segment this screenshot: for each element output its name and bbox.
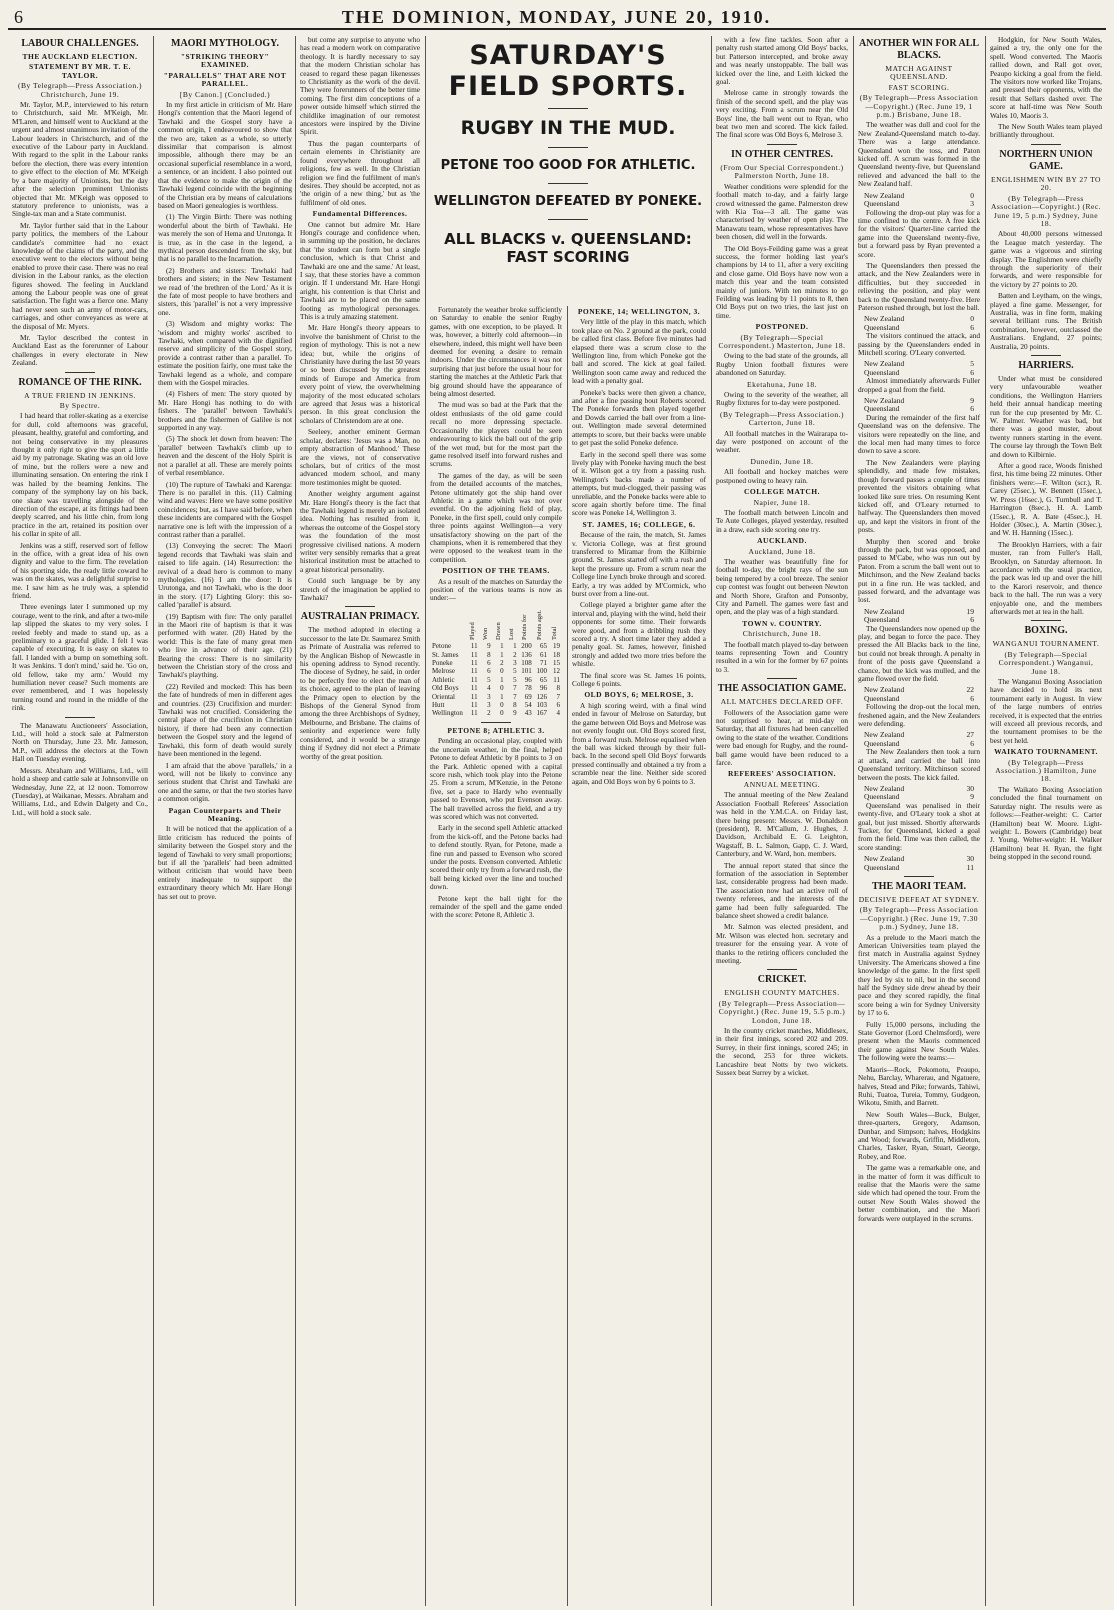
team-score: 0 (970, 190, 974, 200)
table-cell: 8 (556, 684, 560, 693)
table-cell: 11 (470, 675, 478, 684)
paragraph: (4) Fishers of men: The story quoted by Mr. Hare Hongi has nothing to do with fishers. The 'parallel' between Tawhaki's brothers and the fishermen of Galilee is not supported in any way. (158, 389, 292, 433)
paragraph: The New South Wales team played brilliantly throughout. (990, 122, 1102, 140)
table-cell: 1 (500, 650, 504, 659)
table-cell: 3 (487, 692, 491, 701)
subhead-college-match: COLLEGE MATCH. (743, 487, 821, 497)
table-cell: 2 (487, 709, 491, 718)
paragraph: Mr. Salmon was elected president, and Mr. Wilson was elected hon. secretary and treasurer for the ensuing year. A vote of thanks to the retiring officers concluded the meeting. (716, 922, 848, 965)
paragraph: About 40,000 persons witnessed the League match yesterday. The game was a vigorous and stirring display. The Englishmen were chiefly through the superiority of their forwards, and were responsible for the victory by 27 points to 20. (990, 229, 1102, 289)
table-cell: 9 (513, 709, 517, 718)
table-cell: 167 (536, 709, 547, 718)
column-2 (154, 36, 296, 1606)
subhead-old-boys-melrose: OLD BOYS, 6; MELROSE, 3. (584, 690, 694, 700)
table-cell: 4 (487, 684, 491, 693)
table-cell: 6 (487, 659, 491, 668)
subhead-striking-theory: "STRIKING THEORY" EXAMINED. (180, 52, 270, 70)
team-name: Queensland (864, 738, 900, 748)
paragraph: Fully 15,000 persons, including the State Governor (Lord Chelmsford), were present when the Maoris commenced their game against New South Wales. The following were the teams:— (858, 1019, 980, 1063)
table-cell: 3 (487, 701, 491, 710)
paragraph: The New Zealanders then took a turn at attack, and carried the ball into Queensland territory. Mitchinson scored between the posts. The kick failed. (858, 747, 980, 782)
paragraph: Thus the pagan counterparts of certain elements in Christianity are found everywhere throughout all religions, few as well. In the Christian religion we find the fulfilment of man's desires. They should be accepted, not as 'the origin of a new thing,' but as 'the fulfilment' of old ones. (300, 138, 420, 207)
team-score: 6 (970, 404, 974, 414)
team-name: Athletic (432, 675, 455, 684)
paragraph: with a few fine tackles. Soon after a penalty rush started among Old Boys' backs, but Patterson intercepted, and broke away and was nearly unstoppable. The ball was kicked over the line, and Leith kicked the goal. (716, 36, 848, 87)
score-line (858, 864, 980, 872)
table-cell: 11 (470, 684, 478, 693)
score-block (858, 360, 980, 377)
byline: (By Telegraph—Press Association—Copyright.) (Rec. June 19, 1 p.m.) Brisbane, June 18. (859, 93, 979, 120)
score-block (858, 608, 980, 625)
banner-title: SATURDAY'S FIELD SPORTS. (448, 40, 688, 102)
table-cell: 126 (536, 692, 547, 701)
team-score: 6 (970, 615, 974, 625)
paragraph: All football matches in the Wairarapa to-day were postponed on account of the weather. (716, 428, 848, 455)
banner-petone: PETONE TOO GOOD FOR ATHLETIC. (440, 158, 696, 173)
paragraph: Fortunately the weather broke sufficiently on Saturday to enable the senior Rugby games, with one exception, to be played. It was, however, a bitterly cold afternoon—in elsewhere, indeed, this might well have been deemed for evening a desire to remain indoors. Under the circumstances it was not surprising that just before the usual hour for starting the matches at the Athletic Park that big ground should have the appearance of being almost deserted. (430, 306, 562, 399)
team-name: Wellington (432, 709, 463, 718)
table-cell: 103 (536, 701, 547, 710)
table-cell: 71 (539, 659, 547, 668)
score-block (858, 315, 980, 332)
team-score: 9 (970, 396, 974, 406)
team-name: Queensland (864, 862, 900, 872)
team-score: 0 (970, 314, 974, 324)
table-cell: 3 (513, 659, 517, 668)
paragraph: The Old Boys-Feilding game was a great success, the former holding last year's champions by 14 to 11, after a very exciting and close game. Old Boys have now won a match this year and the team consisted mainly of juniors. With ten minutes to go Feilding was leading by 11 points to 8, then Old Boys put on two tries, the last just on time. (716, 243, 848, 320)
team-name: Poneke (432, 659, 453, 668)
paragraph: In my first article in criticism of Mr. Hare Hongi's contention that the Maori legend of Tawhaki and the Gospel story have a common origin, I endeavoured to show that the two are, taken as a whole, so utterly dissimilar that comparison is almost impossible, although there may be an occasional superficial resemblance in a word, a sentence, or an incident. I also pointed out that the evidence to make the origin of the Tawhaki legend coincide with the beginning of the Christian era by means of calculations based on Maori genealogies is worthless. (158, 100, 292, 210)
paragraph: I had heard that roller-skating as a exercise for dull, cold afternoons was graceful, pleasant, healthy, grateful and comforting, and not being conservative in my pleasures thought it only right to give the sport a little aid by my patronage. Skating was an old love of mine, but the rollers were a new and illuminating sensation. On entering the rink I was hailed by the beaming Jenkins. The company of the symphony lay on his back, one skate was travelling alongside of the direction of the escape, at its fittings had been deeply scarred, and his little chin, from long practice in the art, retained its position over his collar in spite of all. (12, 411, 148, 539)
paragraph: The visitors continued the attack, and passing by the Queenslanders ended in Mitchell scoring. O'Leary converted. (858, 331, 980, 357)
table-cell: 5 (513, 667, 517, 676)
column-3 (296, 36, 424, 1606)
paragraph: Following the drop-out the local men, freshened again, and the New Zealanders were defending. (858, 702, 980, 729)
byline: (By Telegraph—Special Correspondent.) Wanganui, June 18. (998, 649, 1094, 676)
paragraph: The Brooklyn Harriers, with a fair muster, ran from Fuller's Hall, Brooklyn, on Saturday afternoon. In accordance with the usual practice, the pack was led up and over the hill to the Karori reservoir, and thence back to the hall. The run was a very enjoyable one, and the members afterwards met at tea in the hall. (990, 539, 1102, 616)
paragraph: Mr. Hare Hongi's theory appears to involve the banishment of Christ to the region of mythology. This is not a new idea; but, while the origins of Christianity have during the last 50 years or so been discussed by the greatest minds of Europe and America from every point of view, the overwhelming majority of the most educated scholars are agreed that Jesus was a historical person. In this great conclusion the scholars of Christendom are at one. (300, 323, 420, 425)
table-cell: 7 (513, 692, 517, 701)
table-cell: 108 (521, 659, 532, 668)
sports-banner (426, 36, 710, 300)
headline-northern-union: NORTHERN UNION GAME. (999, 148, 1093, 172)
team-name: Oriental (432, 692, 455, 701)
paragraph: Following the drop-out play was for a time confined to the centre. A free kick for the visitors' Quarter-line carried the game into the Queensland twenty-five, but a forward pass by Ryan prevented a score. (858, 207, 980, 259)
table-cell: 11 (470, 659, 478, 668)
team-score: 22 (966, 685, 974, 695)
score-block (858, 731, 980, 748)
paragraph: (19) Baptism with fire: The only parallel in the Maori rite of baptism is that it was performed with water. (20) Hated by the world: This is the fate of many great men who live in advance of their age. (21) Bearing the cross: There is no similarity between the Christian story of the cross and Tawhaki's plaything. (158, 611, 292, 680)
table-cell: 1 (513, 642, 517, 651)
table-row (430, 684, 562, 692)
table-cell: 1 (500, 675, 504, 684)
paragraph: It will be noticed that the application of a little criticism has reduced the points of similarity between the Gospel story and the legend of Tawhaki to very small proportions; but if all the 'parallels' had been admitted without criticism that would have been entirely inadequate to support the extraordinary theory which Mr. Hare Hongi has set out to prove. (158, 824, 292, 901)
paragraph: The weather was beautifully fine for football to-day, the bright rays of the sun being tempered by a cool breeze. The senior cup contest was fought out between Newton and North Shore, Grafton and Ponsonby, City and Parnell. The games were fast and open, and the play was of a high standard. (716, 556, 848, 617)
score-block (858, 192, 980, 209)
paragraph: Early in the second spell Athletic attacked from the kick-off, and the Petone backs had to defend stoutly. Ryan, for Petone, made a fine run and passed to Evenson who scored under the posts. Evenson converted. Athletic scored their only try from a forward rush, the ball being kicked over the line and touched down. (430, 823, 562, 892)
table-row (430, 709, 562, 717)
table-cell: 0 (500, 684, 504, 693)
table-cell: 43 (524, 709, 532, 718)
paragraph: The football match between Lincoln and Te Aute Colleges, played yesterday, resulted in a draw, each side scoring one try. (716, 507, 848, 534)
column-header: Played (468, 622, 476, 640)
column-header: Points for (520, 614, 528, 640)
masthead (8, 6, 1106, 30)
subhead-referees: REFEREES' ASSOCIATION. (728, 769, 836, 779)
table-cell: 4 (556, 709, 560, 718)
subhead-auckland-election: THE AUCKLAND ELECTION. (22, 52, 138, 61)
page-number: 6 (14, 6, 23, 27)
byline: [By Canon.] (Concluded.) (179, 89, 271, 99)
table-cell: 15 (553, 659, 560, 668)
team-score: 9 (970, 792, 974, 802)
paragraph: Queensland was penalised in their twenty-five, and O'Leary took a shot at goal, but just missed. Shortly afterwards Tucker, for Queensland, kicked a goal from the field. Time was then called, the score standing: (858, 800, 980, 852)
paragraph: The Manawatu Auctioneers' Association, Ltd., will hold a stock sale at Palmerston North on Thursday, June 23. Mr. Jameson, M.P., will address the electors at the Town Hall on Tuesday evening. (12, 720, 148, 764)
subhead-waikato: WAIKATO TOURNAMENT. (994, 747, 1098, 757)
column-6 (712, 36, 852, 1606)
subhead-queensland-match: MATCH AGAINST QUEENSLAND. (885, 64, 953, 82)
paragraph: The football match played to-day between teams representing Town and Country resulted in a win for the former by 67 points to 3. (716, 639, 848, 674)
team-name: Queensland (864, 693, 900, 703)
subhead-fundamental-differences: Fundamental Differences. (312, 209, 408, 219)
subhead-fast-scoring: FAST SCORING. (888, 82, 950, 92)
paragraph: The annual meeting of the New Zealand Association Football Referees' Association was held in the Y.M.C.A. on Friday last, there being present: Messrs. W. Donaldson (president), R. M'Callum, J. Hughes, J. Davidson, Archibald E. G. Leighton, Wagstaff, B. L. Salmon, Gapp, C. J. Ward, Canterbury, and W. Ward, hon. members. (716, 790, 848, 859)
table-cell: 69 (524, 692, 532, 701)
table-cell: 11 (470, 650, 478, 659)
subhead-auckland: AUCKLAND. (757, 536, 807, 546)
column-header: Lost (507, 628, 515, 640)
table-row (430, 667, 562, 675)
team-name: New Zealand (864, 396, 905, 406)
table-cell: 0 (500, 701, 504, 710)
team-name: New Zealand (864, 606, 905, 616)
paragraph: Because of the rain, the match, St. James v. Victoria College, was at first ground transferred to Miramar from the Kilbirnie ground. St. James started off with a rush and kept the pressure up. From a scrum near the College line Lynch broke through and scored. Early, a try was added by M'Cormick, who burst over from a line-out. (572, 530, 706, 598)
column-header: Drawn (494, 622, 502, 640)
team-name: Queensland (864, 404, 900, 414)
headline-cricket: CRICKET. (757, 974, 807, 986)
table-row (430, 701, 562, 709)
score-block (858, 855, 980, 872)
table-cell: 101 (521, 667, 532, 676)
team-name: St. James (432, 650, 459, 659)
subhead-decisive-defeat: DECISIVE DEFEAT AT SYDNEY. (858, 894, 980, 904)
table-row (430, 676, 562, 684)
subhead-annual-meeting: ANNUAL MEETING. (743, 779, 821, 789)
team-name: New Zealand (864, 685, 905, 695)
paragraph: All football and hockey matches were postponed owing to heavy rain. (716, 467, 848, 485)
team-score: 30 (966, 854, 974, 864)
table-cell: 200 (521, 642, 532, 651)
paragraph: Under what must be considered very unfavourable weather conditions, the Wellington Harriers held their annual handicap meeting run for the cup presented by Mr. C. W. Palmer. Weather was bad, but there was a good muster, about twenty runners starting in the event. The course lay through the Town Belt and down to Kilbirnie. (990, 374, 1102, 459)
paragraph: Very little of the play in this match, which took place on No. 2 ground at the park, could be called first class. Before five minutes had elapsed there was a scrum close to the Wellington line, from which Poneke got the ball and scored. The kick at goal failed. Wellington soon came away and reduced the lead with a penalty goal. (572, 317, 706, 386)
team-name: Hutt (432, 701, 445, 710)
table-cell: 61 (539, 650, 547, 659)
byline: (By Telegraph—Special Correspondent.) Masterton, June 18. (718, 332, 846, 350)
subhead-town-country: TOWN v. COUNTRY. (742, 618, 822, 628)
paragraph: The games of the day, as will be seen from the detailed accounts of the matches, Petone ultimately got the ship hand over Athletic in a game which was not over eventful. On the adjoining field of play, Poneke, in the first spell, could only compile three points against Wellington—a very unsatisfactory showing on the part of the champions, when it is remembered that they were opposed to the weakest team in the competition. (430, 470, 562, 564)
subhead-pagan-counterparts: Pagan Counterparts and Their Meaning. (168, 805, 282, 823)
team-score: 6 (970, 367, 974, 377)
table-cell: 8 (513, 701, 517, 710)
byline: (By Telegraph—Press Association—Copyright.) (Rec. June 19, 5.5 p.m.) London, June 18. (718, 998, 846, 1025)
byline: Napier, June 18. (753, 497, 811, 507)
paragraph: (5) The shock let down from heaven: The 'parallel' between Tawhaki's climb up to heaven and the descent of the Holy Spirit is not a parallel at all. These are merely points of verbal resemblance. (158, 434, 292, 478)
team-name: New Zealand (864, 783, 905, 793)
byline: By Spectre. (59, 401, 101, 411)
paragraph: Hodgkin, for New South Wales, gained a try, the only one for the spell. Wood converted. The Maoris rallied down, and Rall got over, Peaupo kicking a goal from the field. The visitors now worked like Trojans, and pressed their opponents, with the result that Sellars dashed over. The score at half-time was New South Wales 10, Maoris 3. (990, 36, 1102, 120)
paragraph: but come any surprise to anyone who has read a modern work on comparative theology. It is hardly necessary to say that the modern Christian scholar has ceased to regard these pagan likenesses to Christianity as the work of the devil. They were forerunners of the better time coming. The first dim conceptions of a power outside himself which stirred the childlike imagination of our remotest ancestors were inspired by the Divine Spirit. (300, 36, 420, 137)
columns (8, 36, 1106, 1606)
paragraph: Seeleey, another eminent German scholar, declares: 'Jesus was a Man, no empty abstraction of Manhood.' These are the views, not of conservative scholars, but of critics of the most advanced modern school, and many more testimonies might be quoted. (300, 427, 420, 487)
byline: (From Our Special Correspondent.) Palmerston North, June 18. (720, 162, 844, 181)
table-cell: 100 (536, 667, 547, 676)
table-cell: 96 (539, 684, 547, 693)
paragraph: Weather conditions were splendid for the football match to-day, and a fairly large crowd witnessed the game. Palmerston drew with Kia Toa—3 all. The game was characterised by weather of open play. The Manawatu team, whose representatives have been chosen, did well in the forwards. (716, 181, 848, 242)
team-name: New Zealand (864, 314, 905, 324)
paragraph: (1) The Virgin Birth: There was nothing wonderful about the birth of Tawhaki. He was merely the son of Hema and Urutonga. It is true, as in the case in the legend, a mythical person descended from the sky, but that is no parallel to the Incarnation. (158, 212, 292, 264)
masthead-title: THE DOMINION, MONDAY, JUNE 20, 1910. (341, 6, 772, 27)
table-cell: 2 (513, 650, 517, 659)
byline: Eketahuna, June 18. (747, 379, 817, 389)
table-cell: 65 (539, 675, 547, 684)
standings-table (430, 606, 562, 718)
paragraph: The final score was St. James 16 points, College 6 points. (572, 670, 706, 689)
paragraph: The method adopted in electing a successor to the late Dr. Saumarez Smith as Primate of Australia was referred to by the Anglican Bishop of Newcastle in his opening address to Synod recently. The diocese of Sydney, he said, in order to be perfectly free to elect the man of its choice, agreed to the plan of leaving the Primacy open to election by the Bishops of the General Synod from among the three Archbishops of Sydney, Melbourne, and Brisbane. The claims of seniority and experience were fully considered, and it would be a strange thing if Sydney did not elect a Primate worthy of the great position. (300, 625, 420, 761)
byline: (By Telegraph—Press Association.) Christchurch, June 19. (18, 81, 142, 99)
paragraph: Early in the second spell there was some lively play with Poneke having much the best of it. Wilson got a try from a passing rush. Wellington's backs made a number of attempts, but mud-clogged, their passing was unreliable, and the Poneke backs were able to score again shortly before time. The final score was Poneke 14, Wellington 3. (572, 449, 706, 518)
table-cell: 1 (500, 692, 504, 701)
paragraph: Petone kept the ball tight for the remainder of the spell and the game ended with the score: Petone 8, Athletic 3. (430, 893, 562, 920)
team-score: 19 (966, 606, 974, 616)
paragraph: Messrs. Abraham and Williams, Ltd., will hold a sheep and cattle sale at Johnsonville on Wednesday, June 22, at 12 noon. Tomorrow (Tuesday), at Waikanae, Messrs. Abraham and Williams, Ltd., and Edwin Dalgety and Co., Ltd., will hold a stock sale. (12, 765, 148, 817)
subhead-parallels: "PARALLELS" THAT ARE NOT PARALLEL. (163, 70, 287, 89)
table-cell: 5 (487, 675, 491, 684)
paragraph: (13) Conveying the secret: The Maori legend records that Tawhaki was slain and raised to life again. (14) Resurrection: the revival of a dead hero is common to many mythologies. (16) I am the door: It is Urutonga, and not Tawhaki, who is the door in the story. (17) Lighting Glory: this so-called 'parallel' is absurd. (158, 541, 292, 610)
table-cell: 65 (539, 642, 547, 651)
subhead-wanganui: WANGANUI TOURNAMENT. (992, 639, 1100, 649)
headline-australian-primacy: AUSTRALIAN PRIMACY. (300, 611, 420, 623)
table-cell: 1 (500, 642, 504, 651)
table-row (430, 642, 562, 650)
team-name: Queensland (864, 199, 900, 209)
team-name: Queensland (864, 792, 900, 802)
column-7 (854, 36, 984, 1606)
paragraph: College played a brighter game after the interval and, playing with the wind, held their opponents for some time. Their forwards were good, and from a dribbling rush they scored a try. A short time later they added a penalty goal. St. James, however, finished strongly and added two more tries before the whistle. (572, 600, 706, 669)
paragraph: The Wanganui Boxing Association have decided to hold its next tournament early in August. In view of the large numbers of entries received, it is expected that the entries will exceed all previous records, and the tournament promises to be the best yet held. (990, 677, 1102, 745)
paragraph: (2) Brothers and sisters: Tawhaki had brothers and sisters; in the New Testament we read of 'the brethren of the Lord.' As it is the fate of most people to have brothers and sisters, this 'parallel' is not a very impressive one. (158, 265, 292, 317)
table-cell: 11 (470, 709, 478, 718)
table-row (430, 659, 562, 667)
subhead-county-matches: ENGLISH COUNTY MATCHES. (724, 988, 840, 998)
team-name: New Zealand (864, 854, 905, 864)
headline-maori-mythology: MAORI MYTHOLOGY. (171, 38, 279, 49)
column-1 (8, 36, 152, 1606)
paragraph: Maoris—Rock, Pokomotu, Peaupo, Nehu, Barclay, Wharerau, and Ngatuere, halves, Stead and Pike; forwards, Tahiwi, Ruhi, Tuatoa, Tureia, Tommy, Gudgeon, Wikotu, Smith, and Barrett. (858, 1064, 980, 1108)
table-cell: 12 (553, 667, 560, 676)
headline-another-win: ANOTHER WIN FOR ALL BLACKS. (858, 38, 980, 61)
paragraph: (3) Wisdom and mighty works: The 'wisdom and mighty works' ascribed to Tawhaki, when compared with the dignified reserve and simplicity of the Gospel story, provide a contrast rather than a parallel. To estimate the position fairly, one must take the Tawhaki legend as a whole, and compare them with the Gospel miracles. (158, 319, 292, 388)
table-row (430, 651, 562, 659)
team-score: 6 (970, 738, 974, 748)
team-name: New Zealand (864, 359, 905, 369)
paragraph: During the remainder of the first half Queensland was on the defensive. The visitors were repeatedly on the line, and the local men had many times to force down to save a score. (858, 412, 980, 456)
table-cell: 54 (524, 701, 532, 710)
team-score: 3 (970, 199, 974, 209)
byline: (By Telegraph—Press Association.) Carterton, June 18. (720, 409, 844, 428)
team-name: Queensland (864, 322, 900, 332)
paragraph: The New Zealanders were playing splendidly, and made few mistakes, though forward passes a couple of times prevented the visitors obtaining what looked like sure tries. On resuming Kent kicked off, and O'Leary returned to halfway. The Queenslanders then moved up, and kept the visitors in front of the posts. (858, 457, 980, 535)
paragraph: The weather was dull and cool for the New Zealand-Queensland match to-day. There was a large attendance. Queensland won the toss, and Paton kicked off. A scrum was formed in the Queensland twenty-five, but Queensland relieved and advanced the ball to the New Zealand half. (858, 120, 980, 189)
table-cell: 6 (487, 667, 491, 676)
byline: Auckland, June 18. (748, 546, 816, 556)
paragraph: Batten and Leytham, on the wings, played a fine game. Messenger, for Australia, was in fine form, making several brilliant runs. The British combination, however, outclassed the Australians. England, 27 points; Australia, 20 points. (990, 291, 1102, 351)
subhead-englishmen-win: ENGLISHMEN WIN BY 27 TO 20. (991, 174, 1101, 193)
banner-wellington: WELLINGTON DEFEATED BY PONEKE. (433, 194, 703, 209)
paragraph: Pending an occasional play, coupled with the uncertain weather, in the final, helped Petone to defeat Athletic by 8 points to 3 on the Park. Athletic opened with a capital score rush, which took play into the Petone 25. From a scrum, M'Kenzie, in the Petone five, set a pace to Hardy who eventually passed to Evenson, who put Evenson away. The ball travelled across the field, and a try was scored which was not converted. (430, 736, 562, 821)
table-cell: 19 (553, 642, 560, 651)
byline: Dunedin, June 18. (750, 456, 814, 466)
subhead-position-of-teams: POSITION OF THE TEAMS. (442, 566, 550, 576)
paragraph: Owing to the bad state of the grounds, all Rugby Union football fixtures were abandoned on Saturday. (716, 351, 848, 378)
paragraph: Mr. Taylor further said that in the Labour party politics, the members of the Labour candidate's committee had no exact knowledge of the claims of the party, and the executive went to the electors without being enabled to prove their case. There was no real division in the Labour ranks, as the election figures showed. The feeling in Auckland among the Labour people was one of great satisfaction. The fight was a fierce one. Many had never seen such an army of motor-cars, carriages, and other conveyances as were at the disposal of Mr. Myers. (12, 220, 148, 331)
paragraph: After a good race, Woods finished first, his time being 22 minutes. Other finishers were:—F. Wilton (scr.), R. Carey (25sec.), W. Bennett (15sec.), W. Press (16sec.), G. Turnbull and T. Harrington (8sec.), H. A. Lamb (15sec.), R. A. Bate (45sec.), H. Holder (30sec.), A. Martin (30sec.), and W. H. Hanning (15sec.). (990, 461, 1102, 538)
team-name: Old Boys (432, 684, 459, 693)
team-score: 27 (966, 730, 974, 740)
team-score: 30 (966, 783, 974, 793)
table-cell: 78 (524, 684, 532, 693)
table-cell: 2 (500, 659, 504, 668)
table-cell: 11 (470, 642, 478, 651)
team-name: Melrose (432, 667, 455, 676)
table-cell: 136 (521, 650, 532, 659)
subhead-petone-athletic: PETONE 8; ATHLETIC 3. (447, 725, 545, 735)
column-5 (568, 306, 710, 1606)
score-block (858, 397, 980, 414)
byline: Christchurch, June 18. (742, 629, 822, 639)
team-score: 11 (966, 862, 974, 872)
team-name: New Zealand (864, 730, 905, 740)
paragraph: Jenkins was a stiff, reserved sort of fellow in the office, with a great idea of his own dignity and value to the firm. The revelation of his sporting side, the ready little coward he was on the skates, was a delightful surprise to me. I saw him as he truly was, a splendid friend. (12, 540, 148, 600)
table-cell: 7 (513, 684, 517, 693)
table-cell: 5 (513, 675, 517, 684)
paragraph: New South Wales—Buck, Bulger, three-quarters, Gregory, Adamson, Dunbar, and Simpson; halves, Hodgkins and Wood; forwards, Griffin, Middleton, Charles, Tasker, Ryan, Stuart, George, Robey, and Roe. (858, 1109, 980, 1161)
table-cell: 11 (553, 675, 560, 684)
team-score: 6 (970, 693, 974, 703)
subhead-true-friend: A TRUE FRIEND IN JENKINS. (24, 390, 136, 400)
column-8 (986, 36, 1106, 1606)
subhead-st-james-college: ST. JAMES, 16; COLLEGE, 6. (582, 519, 696, 529)
table-cell: 96 (524, 675, 532, 684)
paragraph: The mud was so bad at the Park that the oldest enthusiasts of the old game could recall no more depressing spectacle. Occasionally the players could be seen endeavouring to kick the ball out of the grip of the wet mud, but for the most part the game resolved itself into forward rushes and scrums. (430, 400, 562, 469)
team-name: Queensland (864, 615, 900, 625)
column-header: Won (481, 627, 489, 640)
score-block (858, 785, 980, 802)
paragraph: Melrose came in strongly towards the finish of the second spell, and the play was very exciting. From a scrum near the Old Boys' line, the ball went out to Ryan, who beat two men and scored. The kick failed. The final score was Old Boys 6, Melrose 3. (716, 88, 848, 140)
subhead-postponed: POSTPONED. (755, 322, 809, 332)
byline: (By Telegraph—Press Association.) Hamilton, June 18. (995, 757, 1097, 784)
paragraph: A high scoring weird, with a final wind ended in favour of Melrose on Saturday, but the game between Old Boys and Melrose was not evenly fought out. Old Boys scored first, from a forward rush. Melrose equalised when the ball was kicked through by their full-back. In the second spell Old Boys' forwards pressed continually and obtained a try from a scramble near the line. Neither side scored again, and Old Boys won by 6 points to 3. (572, 700, 706, 786)
table-header-row (430, 606, 562, 642)
headline-maori-team: THE MAORI TEAM. (872, 880, 966, 892)
byline: (By Telegraph—Press Association—Copyright.) (Rec. June 19, 5 p.m.) Sydney, June 18. (990, 193, 1102, 228)
column-4 (426, 306, 566, 1606)
subhead-matches-off: ALL MATCHES DECLARED OFF. (720, 697, 844, 707)
table-cell: 11 (470, 692, 478, 701)
banner-all-blacks: ALL BLACKS v. QUEENSLAND: FAST SCORING (444, 230, 692, 266)
column-header: Total (550, 626, 558, 640)
paragraph: In the county cricket matches, Middlesex, in their first innings, scored 202 and 209. Surrey, in their first innings, scored 245; in the second, 253 for three wickets. Lancashire beat Notts by two wickets. Sussex beat Surrey by a wicket. (716, 1026, 848, 1078)
paragraph: (22) Reviled and mocked: This has been the fate of hundreds of men in different ages and countries. (23) Crucifixion and murder: Tawhaki was not crucified. Considering the central place of the crucifixion in Christian history, if there had been any connection between the Gospel story and the legend of Tawhaki, this form of death would surely have been mentioned in the legend. (158, 681, 292, 759)
team-name: New Zealand (864, 190, 905, 200)
table-cell: 0 (500, 667, 504, 676)
subhead-poneke-wellington: PONEKE, 14; WELLINGTON, 3. (577, 307, 701, 316)
paragraph: The game was a remarkable one, and in the matter of form it was difficult to realise that the Maoris were the same side which had opened the tour. From the outset New South Wales showed the better combination, and the Maori forwards were outplayed in the scrums. (858, 1163, 980, 1223)
paragraph: Followers of the Association game were not surprised to hear, at mid-day on Saturday, that all fixtures had been cancelled owing to the state of the weather. Conditions were bad enough for Rugby, and the round-ball game would have been reduced to a farce. (716, 707, 848, 768)
headline-other-centres: IN OTHER CENTRES. (731, 148, 833, 160)
paragraph: Mr. Taylor, M.P., interviewed to his return to Christchurch, said Mr. M'Keigh, Mr. M'Laren, and himself went to Auckland at the urgent and almost unanimous invitation of the Labour leaders in Christchurch, and of the executive of the Labour party in Auckland. With regard to the split in the Labour ranks before the election, there was every intention to give effect to the election of Mr. M'Keigh by a bare majority of Unionists, but the day after the selection prominent Unionists objected that Mr. M'Keigh was opposed to statutory preference to unionists, was a Single-tax man and a State communist. (12, 100, 148, 219)
banner-rugby-in-mud: RUGBY IN THE MUD. (460, 117, 676, 139)
team-score: 6 (970, 322, 974, 332)
paragraph: I am afraid that the above 'parallels,' in a word, will not be likely to convince any serious student that Christ and Tawhaki are one and the same, or that the two stories have a common origin. (158, 760, 292, 804)
byline: (By Telegraph—Press Association—Copyright.) (Rec. June 19, 7.30 p.m.) Sydney, June 18. (859, 905, 979, 932)
paragraph: Three evenings later I summoned up my courage, went to the rink, and after a two-mile lap slipped the skates to my very soles. I reeled feebly and made to stand up, as a preliminary to a graceful glide. I felt I was capable of executing. It is easy on skates to fall. I landed with a bump on something soft. It was Jenkins. 'I don't mind,' said he. 'Go on, old fellow, take my arm.' Would my humiliation never cease? Such moments are ever remembered, and I was hopelessly turning round and round in the middle of the rink. (12, 602, 148, 713)
column-header: Points agst. (535, 609, 543, 640)
team-score: 5 (970, 359, 974, 369)
headline-labour-challenges: LABOUR CHALLENGES. (21, 38, 139, 49)
paragraph: Another weighty argument against Mr. Hare Hongi's theory is the fact that the Tawhaki legend is merely an isolated idea. Nothing has resulted from it, whereas the outcome of the Gospel story was the foundation of the most progressive civilised nations. A modern writer very sensibly remarks that a great historical institution must be attached to a great historical personality. (300, 489, 420, 574)
paragraph: Almost immediately afterwards Fuller dropped a goal from the field. (858, 376, 980, 394)
paragraph: One cannot but admire Mr. Hare Hongi's courage and confidence when, in summing up the position, he declares that 'the student can form but a single conclusion, which is that Christ and Tawhaki are one and the same.' At least, I say, that these stories have a common origin. If I understand Mr. Hare Hongi aright, his contention is that Christ and Tawhaki are to be placed on the same footing as mythological personages. This is a truly amazing statement. (300, 219, 420, 321)
paragraph: Could such language be by any stretch of the imagination be applied to Tawhaki? (300, 576, 420, 602)
paragraph: Owing to the severity of the weather, all Rugby fixtures for to-day were postponed. (716, 390, 848, 408)
paragraph: The annual report stated that since the formation of the association in September last, considerable progress had been made. The association now had an active roll of twenty referees, and the interests of the game had been fully safeguarded. The balance sheet showed a credit balance. (716, 860, 848, 920)
paragraph: The Queenslanders now opened up the play, and began to force the pace. They pressed the All Blacks back to the line, but could not break through. A penalty in front of the posts gave Queensland a chance, but the kick was mulled, and the game flowed over the field. (858, 623, 980, 684)
subhead-taylor-statement: STATEMENT BY MR. T. E. TAYLOR. (29, 62, 131, 80)
table-cell: 11 (470, 701, 478, 710)
paragraph: Poneke's backs were then given a chance, and after a fine passing bout Roberts scored. The Poneke forwards then played together and Dowds carried the ball over from a line-out. Wellington made several determined attempts to score, but their backs were unable to get past the solid Poneke defence. (572, 387, 706, 448)
paragraph: (10) The rupture of Tawhaki and Karenga: There is no parallel in this. (11) Calming wind and waves: Here we have some positive coincidences; but, as I have said before, when these incidents are compared with the Gospel narrative one is left with the impression of a contrast rather than a parallel. (158, 479, 292, 539)
headline-boxing: BOXING. (1024, 625, 1068, 637)
table-cell: 7 (556, 692, 560, 701)
headline-romance-of-rink: ROMANCE OF THE RINK. (18, 376, 142, 388)
table-cell: 11 (470, 667, 478, 676)
paragraph: As a prelude to the Maori match the American Universities team played the first match in Australia against Sydney University. The Americans showed a fine knowledge of the game. In the first spell they led by six to nil, but in the second half the Sydney side drew ahead by their pace and they scored rapidly, the final score being a win for Sydney University by 17 to 6. (858, 932, 980, 1018)
paragraph: Murphy then scored and broke through the pack, but was opposed, and passed to M'Cabe, who was run out by Paton. From a scrum the ball went out to Mitchinson, and the New Zealand backs put in a fine run. He was tackled, and passed forward, and the advantage was lost. (858, 536, 980, 605)
table-cell: 9 (487, 642, 491, 651)
headline-association-game: THE ASSOCIATION GAME. (717, 683, 847, 695)
table-row (430, 693, 562, 701)
team-name: Queensland (864, 367, 900, 377)
team-name: Petone (432, 642, 452, 651)
paragraph: The Waikato Boxing Association concluded the final tournament on Saturday night. The results were as follows:—Feather-weight: C. Carter (Hamilton) beat W. Moore. Light-weight: L. Bowers (Cambridge) beat J. Young. Welter-weight: H. Walker (Hamilton) beat H. Ryan, the fight being stopped in the second round. (990, 784, 1102, 862)
table-cell: 6 (556, 701, 560, 710)
headline-harriers: HARRIERS. (1018, 360, 1074, 371)
score-block (858, 686, 980, 703)
table-cell: 18 (553, 650, 560, 659)
table-cell: 8 (487, 650, 491, 659)
paragraph: As a result of the matches on Saturday the position of the various teams is now as under:— (430, 576, 562, 603)
paragraph: The Queenslanders then pressed the attack, and the New Zealanders were in difficulties, but they succeeded in relieving the position, and play went back to the Queensland twenty-five. Here Paterson rushed through, but lost the ball. (858, 260, 980, 312)
table-cell: 0 (500, 709, 504, 718)
paragraph: Mr. Taylor described the contest in Auckland East as the forerunner of Labour challenges in every electorate in New Zealand. (12, 333, 148, 368)
